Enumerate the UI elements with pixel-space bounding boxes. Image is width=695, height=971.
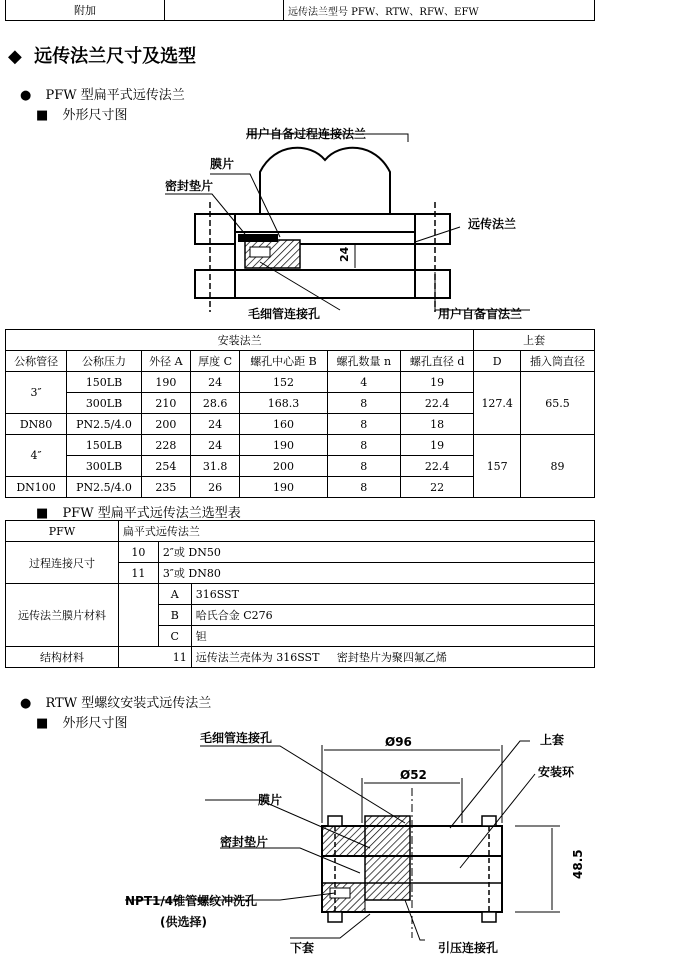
- rtw-label-gasket: 密封垫片: [220, 835, 269, 849]
- membrane-spacer: [118, 584, 158, 647]
- table-cell: 19: [401, 372, 474, 393]
- square-bullet-icon: ■: [36, 716, 49, 731]
- pfw-label-capillary: 毛细管连接孔: [248, 307, 321, 321]
- table-cell: 228: [141, 435, 190, 456]
- table-cell: 24: [190, 372, 240, 393]
- process-label: 过程连接尺寸: [6, 542, 119, 584]
- struct-label: 结构材料: [6, 647, 119, 668]
- table-cell: 200: [141, 414, 190, 435]
- table-cell: 200: [240, 456, 327, 477]
- table-cell: 210: [141, 393, 190, 414]
- top-row-empty: [165, 0, 284, 21]
- membrane-code: C: [158, 626, 191, 647]
- rtw-label-capillary: 毛细管连接孔: [200, 731, 273, 745]
- table-cell: 31.8: [190, 456, 240, 477]
- struct-text: 远传法兰壳体为 316SST 密封垫片为聚四氟乙烯: [191, 647, 594, 668]
- size-cell: 4″: [6, 435, 67, 477]
- sleeve-d-cell: 127.4: [474, 372, 521, 435]
- process-text: 3″或 DN80: [158, 563, 594, 584]
- process-code: 11: [118, 563, 158, 584]
- rtw-bullet: [20, 692, 211, 711]
- table-cell: 300LB: [67, 393, 142, 414]
- col-header: 外径 A: [141, 351, 190, 372]
- pfw-bullet-text: PFW 型扁平式远传法兰: [45, 88, 185, 103]
- rtw-label-ring: 安装环: [538, 765, 575, 779]
- col-header: 公称管径: [6, 351, 67, 372]
- table-cell: 26: [190, 477, 240, 498]
- rtw-sub-text: 外形尺寸图: [62, 716, 128, 731]
- membrane-code: A: [158, 584, 191, 605]
- rtw-label-optional: (供选择): [160, 915, 207, 929]
- select-name: 扁平式远传法兰: [118, 521, 594, 542]
- size-cell: DN100: [6, 477, 67, 498]
- col-header: 螺孔直径 d: [401, 351, 474, 372]
- section-title: 远传法兰尺寸及选型: [34, 46, 197, 67]
- table-cell: PN2.5/4.0: [67, 414, 142, 435]
- square-bullet-icon: ■: [36, 506, 49, 521]
- section-heading: [8, 42, 196, 68]
- pfw-label-user-flange: 用户自备过程连接法兰: [246, 127, 367, 141]
- table-cell: 19: [401, 435, 474, 456]
- group-install-header: 安装法兰: [6, 330, 474, 351]
- sleeve-dia-cell: 89: [521, 435, 595, 498]
- membrane-text: 钽: [191, 626, 594, 647]
- table-cell: 160: [240, 414, 327, 435]
- diamond-icon: ◆: [8, 46, 22, 67]
- table-row: [6, 372, 595, 393]
- pfw-dimension-table: [5, 329, 595, 498]
- sleeve-d-cell: 157: [474, 435, 521, 498]
- table-cell: 24: [190, 414, 240, 435]
- rtw-sub: [36, 712, 127, 731]
- table-cell: 8: [327, 456, 400, 477]
- rtw-label-lower: 下套: [290, 941, 315, 955]
- process-code: 10: [118, 542, 158, 563]
- table-cell: PN2.5/4.0: [67, 477, 142, 498]
- col-header: 厚度 C: [190, 351, 240, 372]
- col-header: 插入筒直径: [521, 351, 595, 372]
- size-cell: DN80: [6, 414, 67, 435]
- table-cell: 22.4: [401, 456, 474, 477]
- struct-code: 11: [118, 647, 191, 668]
- square-bullet-icon: ■: [36, 108, 49, 123]
- rtw-label-d52: Ø52: [400, 768, 427, 782]
- table-cell: 190: [240, 435, 327, 456]
- col-header: 螺孔数量 n: [327, 351, 400, 372]
- table-cell: 22.4: [401, 393, 474, 414]
- table-cell: 150LB: [67, 435, 142, 456]
- process-text: 2″或 DN50: [158, 542, 594, 563]
- table-cell: 235: [141, 477, 190, 498]
- bullet-dot-icon: ●: [20, 88, 32, 103]
- table-cell: 152: [240, 372, 327, 393]
- rtw-label-pressure: 引压连接孔: [438, 941, 499, 955]
- table-cell: 4: [327, 372, 400, 393]
- rtw-label-d96: Ø96: [385, 735, 412, 749]
- rtw-label-npt: NPT1/4锥管螺纹冲洗孔: [125, 894, 258, 908]
- table-cell: 8: [327, 435, 400, 456]
- size-cell: 3″: [6, 372, 67, 414]
- rtw-bullet-text: RTW 型螺纹安装式远传法兰: [45, 696, 212, 711]
- table-cell: 168.3: [240, 393, 327, 414]
- table-cell: 24: [190, 435, 240, 456]
- table-cell: 254: [141, 456, 190, 477]
- pfw-sub-text: 外形尺寸图: [62, 108, 128, 123]
- table-cell: 28.6: [190, 393, 240, 414]
- table-cell: 8: [327, 477, 400, 498]
- table-cell: 190: [141, 372, 190, 393]
- pfw-select-title: PFW 型扁平式远传法兰选型表: [62, 506, 241, 521]
- table-cell: 18: [401, 414, 474, 435]
- table-cell: 300LB: [67, 456, 142, 477]
- table-cell: 150LB: [67, 372, 142, 393]
- pfw-sub: [36, 104, 127, 123]
- bullet-dot-icon: ●: [20, 696, 32, 711]
- pfw-label-membrane: 膜片: [210, 157, 235, 171]
- col-header: 公称压力: [67, 351, 142, 372]
- col-header: D: [474, 351, 521, 372]
- pfw-diagram: [150, 122, 560, 327]
- pfw-select-heading: [36, 502, 241, 521]
- top-row-label: 附加: [6, 0, 165, 21]
- rtw-label-upper: 上套: [540, 733, 565, 747]
- table-cell: 8: [327, 393, 400, 414]
- rtw-label-membrane: 膜片: [258, 793, 283, 807]
- sleeve-dia-cell: 65.5: [521, 372, 595, 435]
- membrane-label: 远传法兰膜片材料: [6, 584, 119, 647]
- top-table: [5, 0, 595, 21]
- group-sleeve-header: 上套: [474, 330, 595, 351]
- membrane-text: 哈氏合金 C276: [191, 605, 594, 626]
- pfw-label-blind: 用户自备盲法兰: [438, 307, 523, 321]
- top-row-value: 远传法兰型号 PFW、RTW、RFW、EFW: [284, 0, 595, 21]
- col-header: 螺孔中心距 B: [240, 351, 327, 372]
- rtw-label-h: 48.5: [571, 849, 585, 879]
- select-code: PFW: [6, 521, 119, 542]
- rtw-diagram: [120, 728, 600, 971]
- pfw-label-remote: 远传法兰: [468, 217, 517, 231]
- pfw-dim-label: 24: [338, 246, 351, 262]
- table-cell: 22: [401, 477, 474, 498]
- table-cell: 190: [240, 477, 327, 498]
- membrane-code: B: [158, 605, 191, 626]
- pfw-selection-table: [5, 520, 595, 668]
- table-row: [6, 435, 595, 456]
- membrane-text: 316SST: [191, 584, 594, 605]
- table-cell: 8: [327, 414, 400, 435]
- pfw-label-gasket: 密封垫片: [165, 179, 214, 193]
- pfw-bullet: [20, 84, 185, 103]
